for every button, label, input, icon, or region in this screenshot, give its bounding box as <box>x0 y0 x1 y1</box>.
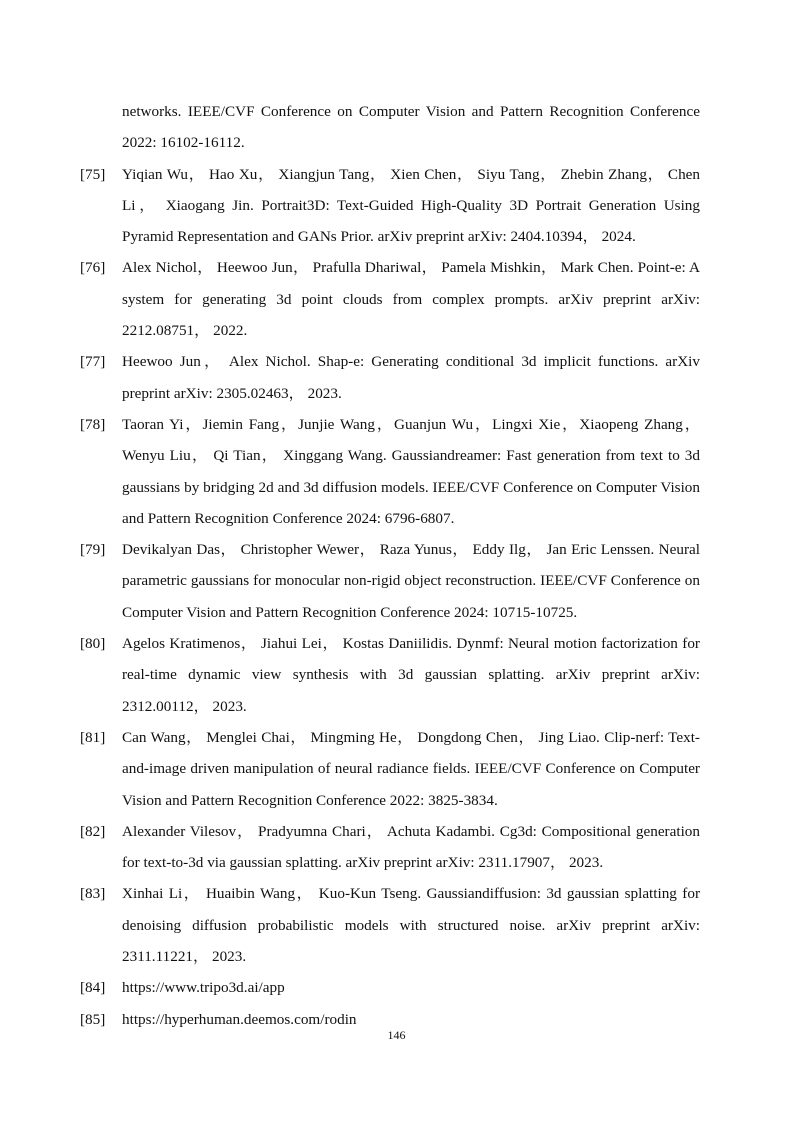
reference-text: Alexander Vilesov， Pradyumna Chari， Achuta Kadambi. Cg3d: Compositional generation for text-to-3d via gaussian splatting. arXiv preprint arXiv: 2311.17907， 2023. <box>122 822 700 872</box>
reference-number: [80] <box>80 635 106 653</box>
reference-number: [82] <box>80 822 106 840</box>
reference-item <box>80 628 700 722</box>
reference-item <box>80 878 700 972</box>
reference-text: Yiqian Wu， Hao Xu， Xiangjun Tang， Xien Chen， Siyu Tang， Zhebin Zhang， Chen Li， Xiaogang Jin. Portrait3D: Text-Guided High-Quality 3D Portrait Generation Using Pyramid Representation and GANs Prior. arXiv preprint arXiv: 2404.10394， 2024. <box>122 165 700 246</box>
reference-number: [75] <box>80 165 106 183</box>
reference-text: Alex Nichol， Heewoo Jun， Prafulla Dhariwal， Pamela Mishkin， Mark Chen. Point-e: A system for generating 3d point clouds from complex prompts. arXiv preprint arXiv: 2212.08751， 2022. <box>122 259 700 340</box>
reference-item <box>80 409 700 534</box>
reference-number: [77] <box>80 353 106 371</box>
reference-number: [76] <box>80 259 106 277</box>
reference-item <box>80 159 700 253</box>
reference-text: networks. IEEE/CVF Conference on Computer Vision and Pattern Recognition Conference 2022: 16102-16112. <box>122 103 700 152</box>
reference-number: [81] <box>80 728 106 746</box>
reference-link[interactable]: https://www.tripo3d.ai/app <box>122 979 285 997</box>
reference-text: Heewoo Jun， Alex Nichol. Shap-e: Generating conditional 3d implicit functions. arXiv preprint arXiv: 2305.02463， 2023. <box>122 353 700 402</box>
reference-number: [85] <box>80 1010 106 1028</box>
reference-item <box>80 96 700 159</box>
reference-item <box>80 346 700 409</box>
reference-item <box>80 252 700 346</box>
reference-item <box>80 816 700 879</box>
reference-item <box>80 972 700 1003</box>
reference-number: [78] <box>80 415 106 433</box>
reference-text: Xinhai Li， Huaibin Wang， Kuo-Kun Tseng. Gaussiandiffusion: 3d gaussian splatting for denoising diffusion probabilistic models with structured noise. arXiv preprint arXiv: 2311.11221， 2023. <box>122 885 700 966</box>
reference-item <box>80 534 700 628</box>
reference-item <box>80 722 700 816</box>
reference-text: Devikalyan Das， Christopher Wewer， Raza Yunus， Eddy Ilg， Jan Eric Lenssen. Neural parametric gaussians for monocular non-rigid object reconstruction. IEEE/CVF Conference on Computer Vision and Pattern Recognition Conference 2024: 10715-10725. <box>122 541 700 621</box>
reference-number: [84] <box>80 979 106 997</box>
reference-link[interactable]: https://hyperhuman.deemos.com/rodin <box>122 1010 357 1028</box>
reference-text: Can Wang， Menglei Chai， Mingming He， Dongdong Chen， Jing Liao. Clip-nerf: Text-and-image driven manipulation of neural radiance fields. IEEE/CVF Conference on Computer Vision and Pattern Recognition Conference 2022: 3825-3834. <box>122 728 700 809</box>
reference-number: [79] <box>80 541 106 559</box>
reference-list <box>80 96 700 1035</box>
page-number: 146 <box>387 1028 406 1042</box>
reference-text: Agelos Kratimenos， Jiahui Lei， Kostas Daniilidis. Dynmf: Neural motion factorization for real-time dynamic view synthesis with 3d gaussian splatting. arXiv preprint arXiv: 2312.00112， 2023. <box>122 635 700 715</box>
reference-text: Taoran Yi，Jiemin Fang，Junjie Wang，Guanjun Wu，Lingxi Xie，Xiaopeng Zhang， Wenyu Liu， Qi Tian， Xinggang Wang. Gaussiandreamer: Fast generation from text to 3d gaussians by bridging 2d and 3d diffusion models. IEEE/CVF Conference on Computer Vision and Pattern Recognition Conference 2024: 6796-6807. <box>122 415 700 527</box>
reference-number: [83] <box>80 885 106 903</box>
